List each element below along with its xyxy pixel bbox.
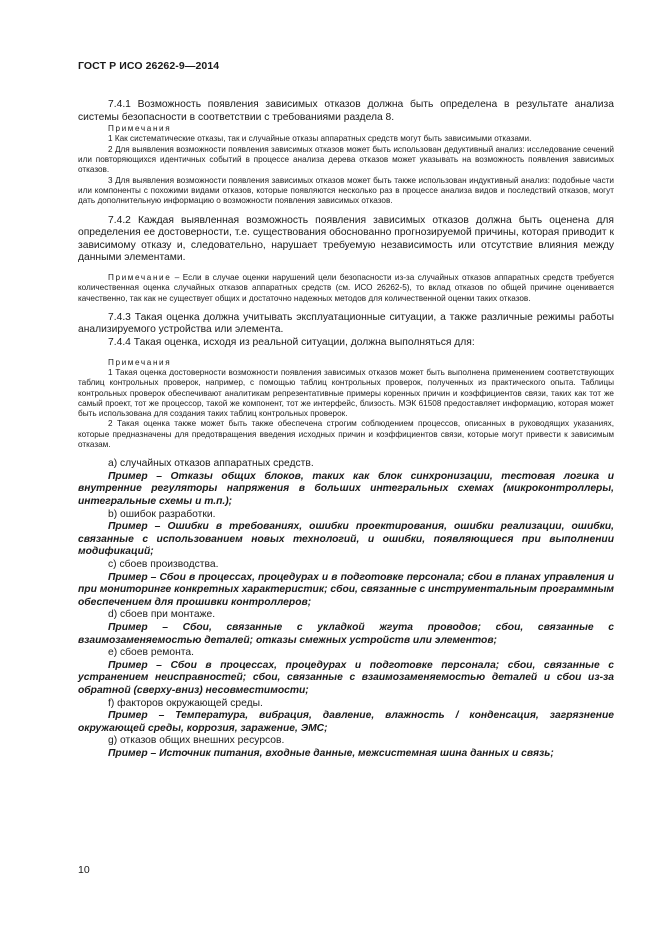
list-example: Пример – Источник питания, входные данные, межсистемная шина данных и связь; [108,747,554,759]
clause-7-4-4: 7.4.4 Такая оценка, исходя из реальной ситуации, должна выполняться для: [108,337,475,349]
notes-heading [78,358,614,368]
notes-heading-text: Примечания [108,124,172,134]
list-example: Пример – Отказы общих блоков, таких как блок синхронизации, тестовая логика и внутренние регуляторы напряжения в больших интегральных схемах (микроконтроллеры, интегральные схемы и т.п.); [78,470,614,508]
list-item: b) ошибок разработки. [108,508,216,520]
list-item: c) сбоев производства. [108,559,219,571]
list-example: Пример – Температура, вибрация, давление, влажность / конденсация, загрязнение окружающей среды, коррозия, заражение, ЭМС; [78,710,614,734]
list-item: a) случайных отказов аппаратных средств. [108,458,314,470]
list-item: d) сбоев при монтаже. [108,609,216,621]
notes-heading [78,124,614,134]
clause-7-4-3: 7.4.3 Такая оценка должна учитывать эксплуатационные ситуации, а также различные режимы работы анализируемого устройства или элемента. [78,311,614,336]
list-item: g) отказов общих внешних ресурсов. [108,735,285,747]
list-example: Пример – Сбои, связанные с укладкой жгута проводов; сбои, связанные с взаимозаменяемостью деталей; отказы смежных устройств или элементов; [78,622,614,646]
note-label: Примечание [108,272,172,282]
notes-heading-text: Примечания [108,357,172,367]
list-item: e) сбоев ремонта. [108,647,194,659]
clause-7-4-1: 7.4.1 Возможность появления зависимых отказов должна быть определена в результате анализа системы безопасности в соответствии с требованиями раздела 8. [78,99,614,123]
note-item: 1 Как систематические отказы, так и случайные отказы аппаратных средств могут быть зависимыми отказами. [108,134,532,144]
list-example: Пример – Сбои в процессах, процедурах и подготовке персонала; сбои, связанные с устранением неисправностей; сбои, связанные с взаимозаменяемостью деталей и сбои из-за обратной (сверху-вниз) несовместимости; [78,659,614,696]
note-item: 3 Для выявления возможности появления зависимых отказов может быть также использован индуктивный анализ: подобные части или компоненты с похожими видами отказов, которые появляются несколько раз в процессе анализа видов и последствий отказов, могут дать дополнительную информацию о возможности появления зависимых отказов. [78,175,614,206]
list-item: f) факторов окружающей среды. [108,697,263,709]
clause-7-4-2: 7.4.2 Каждая выявленная возможность появления зависимых отказов должна быть оценена для определения ее достоверности, т.е. существования обоснованно прогнозируемой причины, которая приводит к зависимому отказу и, следовательно, нарушает требуемую независимость или отсутствие влияния между данными элементами. [78,214,614,264]
note-item: 2 Для выявления возможности появления зависимых отказов может быть использован дедуктивный анализ: исследование сечений или повторяющихся идентичных событий в процессе анализа дерева отказов может указывать на возможность появления зависимых отказов. [78,144,614,175]
note-item: 2 Такая оценка также может быть также обеспечена строгим соблюдением процессов, описанных в руководящих указаниях, которые предназначены для предотвращения введения исходных причин и коэффициентов связи, которые могут привести к зависимым отказам. [78,419,614,449]
list-example: Пример – Ошибки в требованиях, ошибки проектирования, ошибки реализации, ошибки, связанные с использованием новых технологий, и ошибки, появляющиеся при выполнении модификаций; [78,521,614,558]
page-header-title: ГОСТ Р ИСО 26262-9—2014 [78,60,220,72]
note-text: – Если в случае оценки нарушений цели безопасности из-за случайных отказов аппаратных средств требуется количественная оценка случайных отказов аппаратных средств (см. ИСО 26262-5), то вклад отказов по общей причине оценивается качественно, так как не существует общих и достаточно надежных методов для количественной оценки таких отказов. [78,272,614,303]
note-item: 1 Такая оценка достоверности возможности появления зависимых отказов может быть выполнена применением соответствующих таблиц контрольных проверок, например, с помощью таблиц контрольных проверок, полученных из практического опыта. Таблицы контрольных проверок обеспечивают аналитикам репрезентативные примеры коренных причин и коэффициентов связи, таких как тот же самый проект, тот же процессор, такой же компонент, тот же интерфейс, близость. МЭК 61508 предоставляет информацию, которая может быть использована для создания таких таблиц контрольных проверок. [78,367,614,419]
document-body [78,99,614,761]
single-note [78,273,614,304]
list-example: Пример – Сбои в процессах, процедурах и в подготовке персонала; сбои в планах управления и при мониторинге конкретных характеристик; сбои, связанные с инструментальным программным обеспечением для прошивки контроллеров; [78,571,614,608]
page-number: 10 [78,864,90,876]
